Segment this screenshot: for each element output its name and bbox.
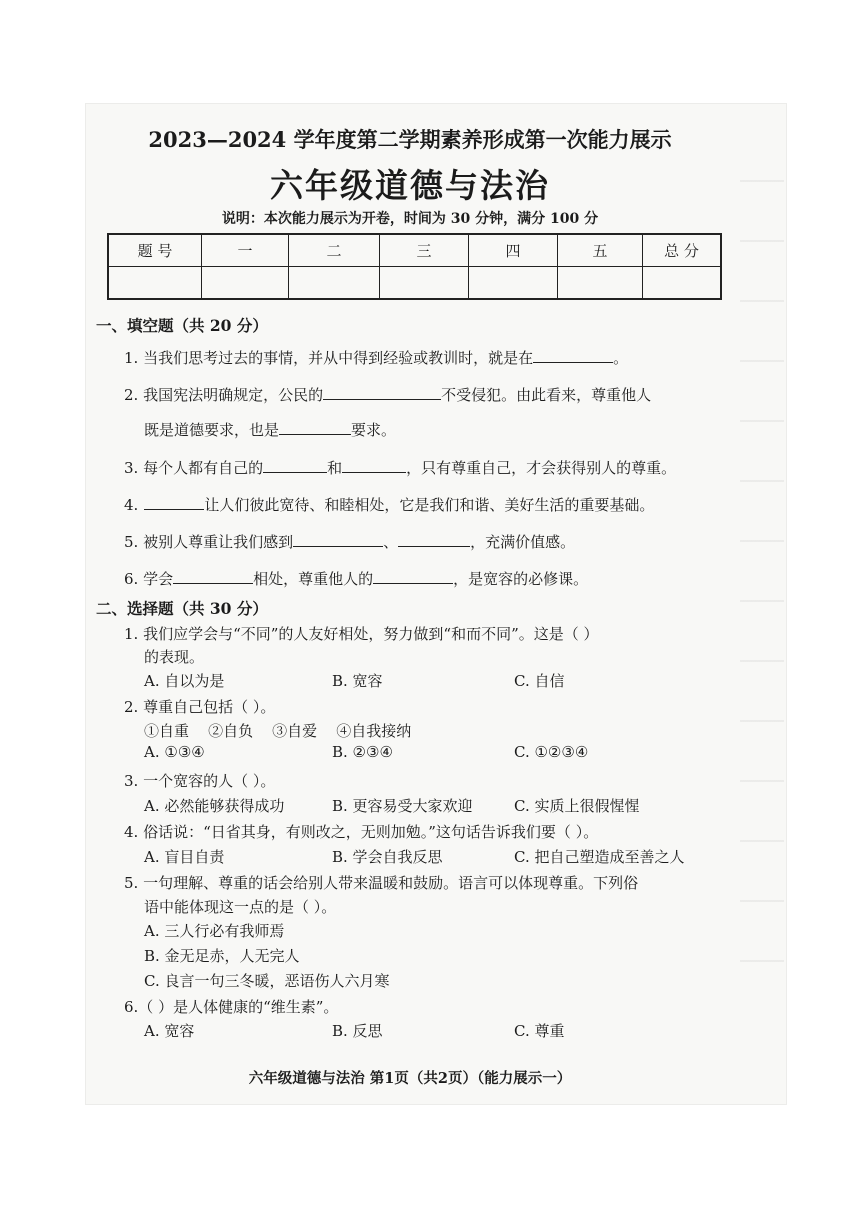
- score-cell[interactable]: [643, 267, 722, 300]
- score-header-cell: 三: [380, 234, 469, 267]
- answer-blank[interactable]: [293, 532, 383, 547]
- choice-4-option-a[interactable]: A. 盲目自责: [144, 848, 225, 866]
- score-header-cell: 总 分: [643, 234, 722, 267]
- choice-3-option-a[interactable]: A. 必然能够获得成功: [144, 797, 285, 815]
- bleed-through-shadow: [740, 150, 784, 1010]
- page-footer: 六年级道德与法治 第1页（共2页）（能力展示一）: [248, 1070, 572, 1087]
- question-text: 和: [327, 459, 343, 477]
- score-table-header-row: [108, 234, 721, 267]
- choice-question-2-items: ①自重 ②自负 ③自爱 ④自我接纳: [144, 722, 412, 740]
- answer-blank[interactable]: [323, 385, 441, 400]
- answer-blank[interactable]: [398, 532, 470, 547]
- exam-title: 2023—2024 学年度第二学期素养形成第一次能力展示: [148, 127, 672, 152]
- answer-blank[interactable]: [263, 458, 327, 473]
- choice-3-option-b[interactable]: B. 更容易受大家欢迎: [332, 797, 473, 815]
- choice-question-2-stem: 2. 尊重自己包括（ ）。: [124, 698, 276, 716]
- choice-question-5-stem-cont: 语中能体现这一点的是（ ）。: [144, 898, 337, 916]
- score-header-cell: 五: [558, 234, 643, 267]
- question-text: ，是宽容的必修课。: [453, 570, 589, 588]
- choice-2-option-b[interactable]: B. ②③④: [332, 743, 393, 761]
- question-text: 、: [383, 533, 399, 551]
- question-text: 3. 每个人都有自己的: [124, 459, 264, 477]
- question-text: 6. 学会: [124, 570, 174, 588]
- question-text: 要求。: [351, 421, 397, 439]
- answer-blank[interactable]: [279, 420, 351, 435]
- answer-blank[interactable]: [373, 569, 453, 584]
- fill-question-5: [124, 531, 575, 552]
- score-cell[interactable]: [469, 267, 558, 300]
- question-text: 。: [613, 349, 629, 367]
- choice-1-option-a[interactable]: A. 自以为是: [144, 672, 225, 690]
- choice-5-option-a[interactable]: A. 三人行必有我师焉: [144, 922, 285, 940]
- fill-question-3: [124, 457, 676, 478]
- choice-2-option-c[interactable]: C. ①②③④: [514, 743, 589, 761]
- choice-1-option-c[interactable]: C. 自信: [514, 672, 565, 690]
- fill-question-4: [124, 494, 654, 515]
- choice-5-option-c[interactable]: C. 良言一句三冬暖，恶语伤人六月寒: [144, 972, 390, 990]
- fill-question-2: [124, 384, 651, 405]
- question-text: 2. 我国宪法明确规定，公民的: [124, 386, 324, 404]
- choice-6-option-b[interactable]: B. 反思: [332, 1022, 383, 1040]
- score-cell[interactable]: [289, 267, 380, 300]
- question-text: 4.: [124, 496, 139, 514]
- subject-title: 六年级道德与法治: [270, 166, 550, 205]
- choice-question-6-stem: 6.（ ）是人体健康的“维生素”。: [124, 998, 339, 1016]
- question-text: 不受侵犯。由此看来，尊重他人: [441, 386, 652, 404]
- fill-question-6: [124, 568, 588, 589]
- choice-question-4-stem: 4. 俗话说：“日省其身，有则改之，无则加勉。”这句话告诉我们要（ ）。: [124, 823, 599, 841]
- score-header-cell: 一: [202, 234, 289, 267]
- answer-blank[interactable]: [342, 458, 406, 473]
- score-header-cell: 题 号: [108, 234, 202, 267]
- fill-question-2-cont: [144, 419, 396, 440]
- question-text: 相处，尊重他人的: [253, 570, 374, 588]
- choice-1-option-b[interactable]: B. 宽容: [332, 672, 383, 690]
- choice-4-option-c[interactable]: C. 把自己塑造成至善之人: [514, 848, 685, 866]
- score-table: [107, 233, 722, 300]
- question-text: ，只有尊重自己，才会获得别人的尊重。: [406, 459, 677, 477]
- question-text: 既是道德要求，也是: [144, 421, 280, 439]
- question-text: 5. 被别人尊重让我们感到: [124, 533, 294, 551]
- score-table-score-row: [108, 267, 721, 300]
- choice-5-option-b[interactable]: B. 金无足赤，人无完人: [144, 947, 300, 965]
- choice-question-3-stem: 3. 一个宽容的人（ ）。: [124, 772, 276, 790]
- section2-title: 二、选择题（共 30 分）: [96, 599, 268, 618]
- score-cell[interactable]: [558, 267, 643, 300]
- answer-blank[interactable]: [144, 495, 204, 510]
- choice-2-option-a[interactable]: A. ①③④: [144, 743, 205, 761]
- score-cell[interactable]: [202, 267, 289, 300]
- section1-title: 一、填空题（共 20 分）: [96, 316, 268, 335]
- choice-3-option-c[interactable]: C. 实质上很假惺惺: [514, 797, 640, 815]
- choice-6-option-c[interactable]: C. 尊重: [514, 1022, 565, 1040]
- score-header-cell: 四: [469, 234, 558, 267]
- exam-note: 说明：本次能力展示为开卷，时间为 30 分钟，满分 100 分: [221, 211, 599, 227]
- answer-blank[interactable]: [533, 348, 613, 363]
- question-text: 让人们彼此宽待、和睦相处，它是我们和谐、美好生活的重要基础。: [204, 496, 655, 514]
- choice-question-1-stem-cont: 的表现。: [144, 648, 205, 666]
- question-text: 1. 当我们思考过去的事情，并从中得到经验或教训时，就是在: [124, 349, 534, 367]
- choice-6-option-a[interactable]: A. 宽容: [144, 1022, 195, 1040]
- choice-4-option-b[interactable]: B. 学会自我反思: [332, 848, 443, 866]
- score-header-cell: 二: [289, 234, 380, 267]
- score-cell[interactable]: [108, 267, 202, 300]
- answer-blank[interactable]: [173, 569, 253, 584]
- question-text: ，充满价值感。: [470, 533, 576, 551]
- score-cell[interactable]: [380, 267, 469, 300]
- choice-question-1-stem: 1. 我们应学会与“不同”的人友好相处，努力做到“和而不同”。这是（ ）: [124, 625, 599, 643]
- choice-question-5-stem: 5. 一句理解、尊重的话会给别人带来温暖和鼓励。语言可以体现尊重。下列俗: [124, 874, 639, 892]
- fill-question-1: [124, 347, 628, 368]
